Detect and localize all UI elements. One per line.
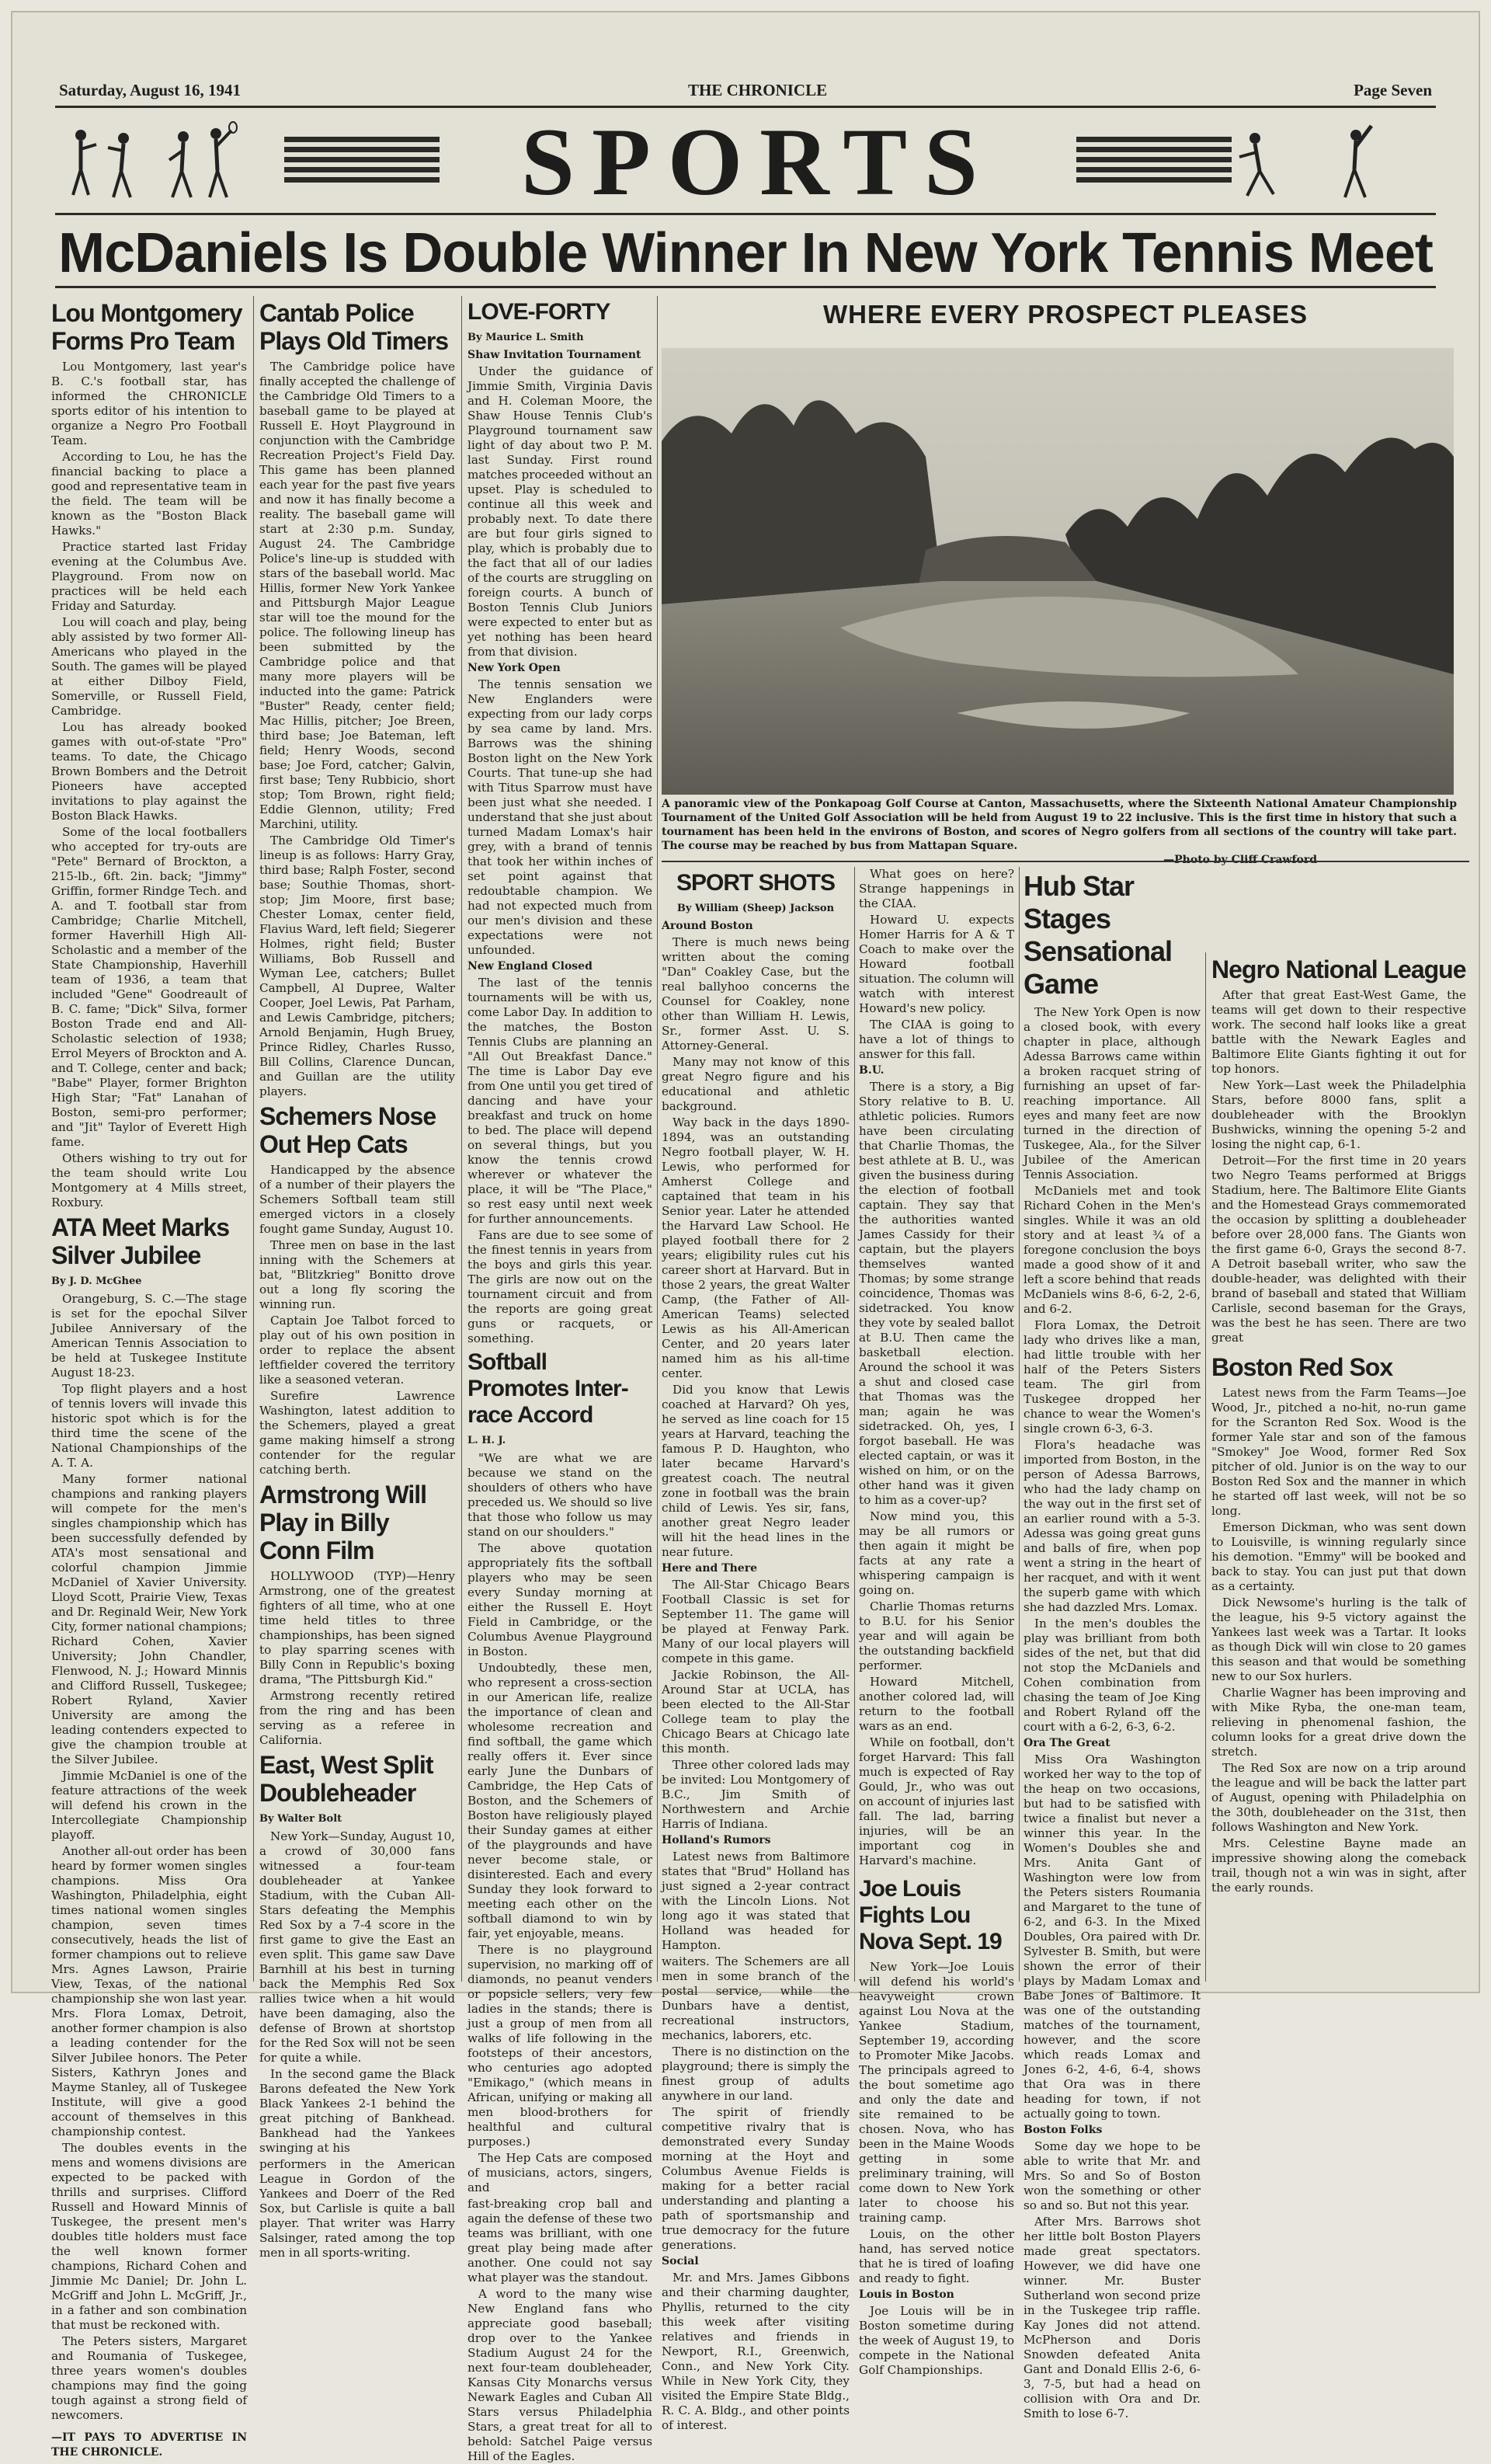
issue-date: Saturday, August 16, 1941 bbox=[59, 81, 241, 99]
column-6 bbox=[1024, 867, 1201, 2420]
article-paragraph: Lou has already booked games with out-of-state "Pro" teams. To date, the Chicago Brown Bombers and the Detroit Pioneers have accepted invitations to play against the Boston Black Hawks. bbox=[51, 720, 247, 823]
article-paragraph: Did you know that Lewis coached at Harvard? Oh yes, he served as line coach for 15 years at Harvard, teaching the famous P. D. Haughton, who later became Harvard's greatest coach. The neutral zone in football was the brain child of Lewis. Yes sir, fans, another great Negro leader will hit the head lines in the near future. bbox=[662, 1383, 850, 1559]
folio-rule bbox=[55, 106, 1436, 108]
article-paragraph: Surefire Lawrence Washington, latest addition to the Schemers, played a great game making himself a strong contender for the regular catching berth. bbox=[259, 1389, 455, 1477]
subhead: Boston Folks bbox=[1024, 2124, 1103, 2136]
photo-headline: WHERE EVERY PROSPECT PLEASES bbox=[823, 300, 1308, 329]
subhead: B.U. bbox=[859, 1064, 885, 1077]
article-paragraph: fast-breaking crop ball and again the defense of these two teams was brilliant, with one great play being made after another. One could not say what player was the standout. bbox=[467, 2197, 652, 2285]
article-paragraph: The CIAA is going to have a lot of things to answer for this fall. bbox=[859, 1018, 1014, 1061]
article-paragraph: Others wishing to try out for the team should write Lou Montgomery at 4 Mills street, Roxbury. bbox=[51, 1151, 247, 1209]
article-paragraph: Howard U. expects Homer Harris for A & T Coach to make over the Howard football situation. The column will watch with interest Howard's new policy. bbox=[859, 913, 1014, 1015]
article-paragraph: Many former national champions and ranking players will compete for the men's singles championship which has been successfully defended by ATA's most sensational and colorful champion Jimmie McDaniel of Xavier University. Lloyd Scott, Prairie View, Texas and Dr. Reginald Weir, New York City, former national champions; Richard Cohen, Xavier University; John Chandler, Flenwood, N. J.; Howard Minnis and Clifford Russell, Tuskegee; Robert Ryland, Xavier University are among the leading contenders expected to give the champion trouble at the Silver Jubilee. bbox=[51, 1472, 247, 1766]
article-paragraph: A word to the many wise New England fans who appreciate good baseball; drop over to the Yankee Stadium August 24 for the next four-team doubleheader, Kansas City Monarchs versus Newark Eagles and Cuban All Stars versus Philadelphia Stars, a great treat for all to behold: Satchel Paige versus Hill of the Eagles. bbox=[467, 2287, 652, 2463]
article-paragraph: Now mind you, this may be all rumors or then again it might be facts at any rate a whispering campaign is going on. bbox=[859, 1509, 1014, 1597]
article-paragraph: Howard Mitchell, another colored lad, will return to the football wars as an end. bbox=[859, 1675, 1014, 1733]
headline-joe-louis: Joe Louis Fights Lou Nova Sept. 19 bbox=[859, 1876, 1002, 1954]
column-7 bbox=[1211, 952, 1466, 1982]
article-paragraph: Some of the local footballers who accepted for try-outs are "Pete" Bernard of Brockton, a 215-lb., 6ft. 2in. back; "Jimmy" Griffin, former Rindge Tech. and A. and T. football star from Cambridge; Charlie Mitchell, former Haverhill High All-Scholastic and a member of the State Championship, Haverhill team of 1936, a team that included "Gene" Goodreault of B. C. fame; "Dick" Silva, former Boston Trade end and All-Scholastic selection of 1938; Errol Meyers of Brockton and A. and T. College, center and back; "Babe" Player, former Brighton High Star; "Fat" Lanahan of Boston, semi-pro performer; and "Jit" Taylor of Everett High fame. bbox=[51, 825, 247, 1149]
article-paragraph: Jimmie McDaniel is one of the feature attractions of the week will defend his crown in the Intercollegiate Championship playoff. bbox=[51, 1769, 247, 1842]
headline-softball: Softball Promotes Inter-race Accord bbox=[467, 1349, 628, 1428]
article-paragraph: According to Lou, he has the financial backing to place a good and representative team in the field. The team will be known as the "Boston Black Hawks." bbox=[51, 450, 247, 538]
article-paragraph: The All-Star Chicago Bears Football Classic is set for September 11. The game will be played at Fenway Park. Many of our local players will compete in this game. bbox=[662, 1578, 850, 1665]
article-paragraph: The spirit of friendly competitive rivalry that is demonstrated every Sunday morning at the Hoyt and Columbus Avenue Fields is making for a better racial understanding and planting a path of sportsmanship and true democracy for the future generations. bbox=[662, 2105, 850, 2252]
article-paragraph: What goes on here? Strange happenings in the CIAA. bbox=[859, 867, 1014, 910]
article-paragraph: Orangeburg, S. C.—The stage is set for the epochal Silver Jubilee Anniversary of the American Tennis Association to be held at Tuskegee Institute August 18-23. bbox=[51, 1292, 247, 1380]
article-paragraph: There is much news being written about the coming "Dan" Coakley Case, but the real ballyhoo concerns the Counsel for Coakley, none other than William H. Lewis, Sr., former Asst. U. S. Attorney-General. bbox=[662, 935, 850, 1053]
article-paragraph: Lou will coach and play, being ably assisted by two former All-Americans who played in the South. The games will be played at either Dilboy Field, Somerville, or Russell Field, Cambridge. bbox=[51, 615, 247, 718]
article-paragraph: Latest news from Baltimore states that "Brud" Holland has just signed a 2-year contract with the Lincoln Lions. Not long ago it was stated that Holland was headed for Hampton. bbox=[662, 1850, 850, 1952]
section-rule bbox=[662, 861, 1469, 862]
caption-text: A panoramic view of the Ponkapoag Golf Course at Canton, Massachusetts, where the Sixteenth National Amateur Championship Tournament of the United Golf Association will be held from August 19 to 22 inclusive. This is the first time in history that such a tournament has been held in the environs of Boston, and scores of Negro golfers from all sections of the country will take part. The course may be reached by bus from Mattapan Square. bbox=[662, 798, 1457, 852]
article-paragraph: In the second game the Black Barons defeated the New York Black Yankees 2-1 behind the great pitching of Bankhead. Bankhead had the Yankees swinging at his bbox=[259, 2067, 455, 2155]
column-5 bbox=[859, 867, 1014, 2377]
subhead: Around Boston bbox=[662, 920, 753, 932]
article-paragraph: Latest news from the Farm Teams—Joe Wood, Jr., pitched a no-hit, no-run game for the Scranton Red Sox. Wood is the former Yale star and son of the famous "Smokey" Joe Wood, former Red Sox pitcher of old. Junior is on the way to our Boston Red Sox and the manner in which he started off last week, will not be so long. bbox=[1211, 1386, 1466, 1518]
newspaper-page bbox=[11, 11, 1480, 2463]
photo-caption bbox=[662, 797, 1457, 867]
tennis-players-icon bbox=[160, 121, 238, 207]
masthead-decoration-left bbox=[284, 137, 440, 191]
page-number: Page Seven bbox=[1354, 81, 1432, 99]
column-rule bbox=[854, 867, 855, 1982]
article-paragraph: New York—Joe Louis will defend his world's heavyweight crown against Lou Nova at the Yankee Stadium, September 19, according to Promoter Mike Jacobs. The principals agreed to the bout sometime ago and only the date and site remained to be chosen. Nova, who has been in the Maine Woods getting in some preliminary training, will come down to New York later to choose his training camp. bbox=[859, 1960, 1014, 2225]
article-paragraph: Another all-out order has been heard by former women singles champions. Miss Ora Washington, Philadelphia, eight times national women singles champion, seven times consecutively, heads the list of former champions out to relieve Mrs. Agnes Lawson, Prairie View, Texas, of the national championship she won last year. Mrs. Flora Lomax, Detroit, another former champion is also a leading contender for the Silver Jubilee honors. The Peter Sisters, Kathryn Jones and Mayme Stanley, all of Tuskegee Institute, will give a good account of themselves in this championship contest. bbox=[51, 1844, 247, 2139]
byline: By Walter Bolt bbox=[259, 1813, 342, 1825]
masthead-rule bbox=[55, 213, 1436, 215]
headline-ata-meet: ATA Meet Marks Silver Jubilee bbox=[51, 1213, 230, 1269]
article-paragraph: Charlie Thomas returns to B.U. for his Senior year and will again be the outstanding backfield performer. bbox=[859, 1599, 1014, 1672]
headline-cantab-police: Cantab Police Plays Old Timers bbox=[259, 299, 449, 355]
article-paragraph: HOLLYWOOD (TYP)—Henry Armstrong, one of the greatest fighters of all time, who at one time held titles to three championships, has been signed to play sparring scenes with Billy Conn in Republic's boxing drama, "The Pittsburgh Kid." bbox=[259, 1569, 455, 1686]
article-paragraph: The Cambridge police have finally accepted the challenge of the Cambridge Old Timers to a baseball game to be played at Russell E. Hoyt Playground in conjunction with the Cambridge Recreation Project's Field Day. This game has been planned each year for the past five years and now it has finally become a reality. The baseball game will start at 2:30 p.m. Sunday, August 24. The Cambridge Police's line-up is studded with stars of the baseball world. Mac Hillis, former New York Yankee and Pittsburgh Major League star will toe the mound for the police. The following lineup has been submitted by the Cambridge police and that many more players will be inducted into the game: Patrick "Buster" Ready, center field; Mac Hillis, pitcher; Joe Breen, third base; Joe Bateman, left field; Henry Woods, second base; Joe Ford, catcher; Galvin, first base; Teny Rubbicio, short stop; Tom Brown, right field; Eddie Glennon, utility; Fred Marchini, utility. bbox=[259, 360, 455, 831]
article-paragraph: The Red Sox are now on a trip around the league and will be back the latter part of August, opening with Philadelphia on the 30th, doubleheader on the 31st, then follows Washington and New York. bbox=[1211, 1761, 1466, 1834]
article-paragraph: Joe Louis will be in Boston sometime during the week of August 19, to compete in the National Golf Championships. bbox=[859, 2304, 1014, 2377]
advert-line: —IT PAYS TO ADVERTISE IN THE CHRONICLE. bbox=[51, 2431, 247, 2459]
article-paragraph: Flora's headache was imported from Boston, in the person of Adessa Barrows, who had the lady champ on the way out in the first set of an earlier round with a 5-3. Adessa was going great guns and balls of fire, when pop went a string in the heart of her racquet, and with it went the superb game with which she had dazzled Mrs. Lomax. bbox=[1024, 1438, 1201, 1614]
subhead: Shaw Invitation Tournament bbox=[467, 349, 641, 361]
article-paragraph: After that great East-West Game, the teams will get down to their respective work. The second half looks like a great battle with the Newark Eagles and Baltimore Elite Giants fighting it out for top honors. bbox=[1211, 988, 1466, 1076]
article-paragraph: Flora Lomax, the Detroit lady who drives like a man, had little trouble with her half of the Peters Sisters team. The girl from Tuskegee dropped her chance to wear the Women's single crown 6-3, 6-3. bbox=[1024, 1318, 1201, 1436]
article-paragraph: Undoubtedly, these men, who represent a cross-section in our American life, realize the importance of clean and wholesome recreation and find softball, the game which really offers it. Ever since early June the Dunbars of Cambridge, the Hep Cats of Boston, and the Schemers of Boston have religiously played their Sunday games at either of the playgrounds and have never become stale, or disinterested. Each and every Sunday they look forward to meeting each other on the softball diamond to win by fair, yet enjoyable, means. bbox=[467, 1661, 652, 1940]
article-paragraph: Three men on base in the last inning with the Schemers at bat, "Blitzkrieg" Bonitto drove out a long fly scoring the winning run. bbox=[259, 1238, 455, 1311]
golfer-figure-icon bbox=[1224, 121, 1302, 207]
article-paragraph: "We are what we are because we stand on the shoulders of others who have preceded us. We should so live that those who follow us may stand on our shoulders." bbox=[467, 1451, 652, 1539]
column-1 bbox=[51, 296, 247, 2459]
byline: L. H. J. bbox=[467, 1435, 506, 1446]
folio-line bbox=[59, 81, 1432, 104]
article-paragraph: Louis, on the other hand, has served notice that he is tired of loafing and ready to fight. bbox=[859, 2227, 1014, 2285]
article-paragraph: performers in the American League in Gordon of the Yankees and Doerr of the Red Sox, but Carlisle is quite a ball player. That writer was Harry Salsinger, rated among the top men in all sports-writing. bbox=[259, 2157, 455, 2260]
subhead: Social bbox=[662, 2255, 699, 2267]
article-paragraph: Way back in the days 1890-1894, was an outstanding Negro football player, W. H. Lewis, who performed for Amherst College and captained that team in his Senior year. Later he attended the Harvard Law School. He played football there for 2 years; eligibility rules cut his career short at Harvard. But in those 2 years, the great Walter Camp, (the Father of All-American Teams) selected Lewis as his All-American Center, and 20 years later named him as his all-time center. bbox=[662, 1115, 850, 1380]
article-paragraph: New York—Sunday, August 10, a crowd of 30,000 fans witnessed a four-team doubleheader at Yankee Stadium, with the Cuban All-Stars defeating the Memphis Red Sox by a 7-4 score in the first game to give the East an even split. This game saw Dave Barnhill at his best in turning back the Memphis Red Sox rallies twice when a hit would have been damaging, also the defense of Brown at shortstop for the Red Sox will not be seen for quite a while. bbox=[259, 1829, 455, 2065]
article-paragraph: There is no distinction on the playground; there is simply the finest group of adults anywhere in our land. bbox=[662, 2045, 850, 2103]
article-paragraph: Armstrong recently retired from the ring and has been serving as a referee in California. bbox=[259, 1689, 455, 1747]
subhead: Here and There bbox=[662, 1562, 757, 1575]
article-paragraph: There is no playground supervision, no marking off of diamonds, no peanut venders or popsicle sellers, very few ladies in the stands; there is just a group of men from all walks of life following in the footsteps of their ancestors, who centuries ago adopted "Emikago," (which means in African, unifying or making all men blood-brothers for healthful and cultural purposes.) bbox=[467, 1943, 652, 2149]
article-paragraph: Charlie Wagner has been improving and with Mike Ryba, the one-man team, relieving in phenomenal fashion, the column looks for a great drive down the stretch. bbox=[1211, 1686, 1466, 1759]
banner-rule bbox=[55, 286, 1436, 288]
column-2 bbox=[259, 296, 455, 2260]
article-paragraph: Fans are due to see some of the finest tennis in years from the boys and girls this year. The girls are now out on the tournament circuit and from the reports are going great guns or racquets, or something. bbox=[467, 1228, 652, 1345]
subhead: Louis in Boston bbox=[859, 2288, 954, 2301]
column-4 bbox=[662, 867, 850, 2432]
headline-armstrong: Armstrong Will Play in Billy Conn Film bbox=[259, 1481, 427, 1564]
headline-sport-shots: SPORT SHOTS bbox=[676, 870, 836, 896]
article-paragraph: The New York Open is now a closed book, with every chapter in place, although Adessa Barrows came within a broken racquet string of furnishing an upset of far-reaching importance. All eyes and many feet are now turned in the direction of Tuskegee, Ala., for the Silver Jubilee of the American Tennis Association. bbox=[1024, 1005, 1201, 1182]
baseball-batter-icon bbox=[1317, 121, 1395, 207]
article-paragraph: New York—Last week the Philadelphia Stars, before 8000 fans, split a doubleheader with the Brooklyn Bushwicks, winning the opening 5-2 and losing the night cap, 6-1. bbox=[1211, 1078, 1466, 1151]
article-paragraph: Three other colored lads may be invited: Lou Montgomery of B.C., Jim Smith of Northwestern and Archie Harris of Indiana. bbox=[662, 1758, 850, 1831]
article-paragraph: Top flight players and a host of tennis lovers will invade this historic spot which is for the third time the scene of the National Championships of the A. T. A. bbox=[51, 1382, 247, 1470]
column-rule bbox=[657, 296, 658, 1982]
byline: By William (Sheep) Jackson bbox=[676, 903, 835, 914]
boxer-figures-icon bbox=[65, 121, 143, 207]
headline-red-sox: Boston Red Sox bbox=[1211, 1353, 1393, 1381]
article-paragraph: Handicapped by the absence of a number of their players the Schemers Softball team still emerged victors in a closely fought game Sunday, August 10. bbox=[259, 1163, 455, 1236]
subhead: Holland's Rumors bbox=[662, 1834, 771, 1846]
column-3 bbox=[467, 296, 652, 2463]
article-paragraph: Dick Newsome's hurling is the talk of the league, his 9-5 victory against the Yankees last week was a Tartar. It looks as though Dick will win close to 20 games this season and that would be something new to our Sox hurlers. bbox=[1211, 1596, 1466, 1683]
masthead-title: SPORTS bbox=[520, 109, 996, 215]
article-paragraph: Many may not know of this great Negro figure and his educational and athletic background. bbox=[662, 1055, 850, 1113]
article-paragraph: waiters. The Schemers are all men in some branch of the postal service, while the Dunbars have a dentist, recreational instructors, mechanics, laborers, etc. bbox=[662, 1954, 850, 2042]
article-paragraph: The Hep Cats are composed of musicians, actors, singers, and bbox=[467, 2151, 652, 2194]
paper-name: THE CHRONICLE bbox=[688, 81, 828, 99]
byline: By J. D. McGhee bbox=[51, 1276, 142, 1287]
headline-east-west: East, West Split Doubleheader bbox=[259, 1751, 433, 1807]
article-paragraph: The above quotation appropriately fits the softball players who may be seen every Sunday morning at either the Russell E. Hoyt Field in Cambridge, or the Columbus Avenue Playground in Boston. bbox=[467, 1541, 652, 1658]
article-paragraph: Lou Montgomery, last year's B. C.'s football star, has informed the CHRONICLE sports editor of his intention to organize a Negro Pro Football Team. bbox=[51, 360, 247, 447]
subhead: New York Open bbox=[467, 662, 561, 674]
article-paragraph: There is a story, a Big Story relative to B. U. athletic policies. Rumors have been circulating that Charlie Thomas, the best athlete at B. U., was given the business during the election of football captain. They say that the authorities wanted James Cassidy for their captain, but the players themselves wanted Thomas; by some strange coincidence, Thomas was sidetracked. You know they vote by sealed ballot at B.U. Then came the basketball election. Around the school it was a shut and closed case that Thomas was the man; again he was sidetracked. Oh, yes, I forgot baseball. He was elected captain, or was it wished on him, or on the other hand was it given to him as a cover-up? bbox=[859, 1080, 1014, 1507]
article-paragraph: Detroit—For the first time in 20 years two Negro Teams performed at Briggs Stadium, here. The Baltimore Elite Giants and the Homestead Grays commemorated the occasion by splitting a doubleheader before over 28,000 fans. The Giants won the first game 6-0, Grays the second 8-7. A Detroit baseball writer, who saw the double-header, was delighted with their brand of baseball and stated that William Carlisle, second baseman for the Grays, was the best he has seen. There are two great bbox=[1211, 1154, 1466, 1345]
article-paragraph: The Peters sisters, Margaret and Roumania of Tuskegee, three years women's doubles champions may find the going tough against a strong field of newcomers. bbox=[51, 2334, 247, 2422]
article-paragraph: Emerson Dickman, who was sent down to Louisville, is winning regularly since his demotion. "Emmy" will be booked and back to stay. You can just put that down as a certainty. bbox=[1211, 1520, 1466, 1593]
subhead: New England Closed bbox=[467, 960, 593, 973]
article-paragraph: While on football, don't forget Harvard: This fall much is expected of Ray Gould, Jr., who was out on account of injuries last fall. The lad, barring injuries, will be an important cog in Harvard's machine. bbox=[859, 1735, 1014, 1867]
golf-course-photo bbox=[662, 348, 1454, 795]
column-rule bbox=[1019, 867, 1020, 1982]
article-paragraph: The Cambridge Old Timer's lineup is as follows: Harry Gray, third base; Ralph Foster, second base; Southie Thomas, short-stop; Jim Moore, first base; Chester Lomax, center field, Flavius Ward, left field; Siegerer Holmes, right field; Buster Williams, Bob Russell and Wyman Lee, catchers; Bullet Campbell, Al Dupree, Walter Cooper, Joel Lewis, Pat Parham, and Lewis Cambridge, pitchers; Arnold Benjamin, Hugh Bruey, Prince Ridley, Charles Russo, Bill Collins, Clarence Duncan, and Guillan are the utility players. bbox=[259, 834, 455, 1098]
article-paragraph: Mr. and Mrs. James Gibbons and their charming daughter, Phyllis, returned to the city this week after visiting relatives and friends in Newport, R.I., Greenwich, Conn., and New York City. While in New York City, they visited the Empire State Bldg., R. C. A. Bldg., and other points of interest. bbox=[662, 2271, 850, 2432]
headline-schemers: Schemers Nose Out Hep Cats bbox=[259, 1102, 436, 1158]
headline-negro-league: Negro National League bbox=[1211, 955, 1466, 983]
article-paragraph: Miss Ora Washington worked her way to the top of the heap on two occasions, but had to be satisfied with twice a finalist but never a winner this year. In the Women's Doubles she and Mrs. Anita Gant of Washington were low from the Peters sisters Roumania and Margaret to the tune of 6-2, and 6-3. In the Mixed Doubles, Ora paired with Dr. Sylvester B. Smith, but were shown the error of their plays by Madam Lomax and Babe Jones of Baltimore. It was one of the outstanding matches of the tournament, however, and the score which reads Lomax and Jones 6-2, 4-6, 6-4, shows that Ora was in there heading for town, if not actually going to town. bbox=[1024, 1752, 1201, 2121]
headline-hub-star: Hub Star Stages Sensational Game bbox=[1024, 870, 1173, 1000]
article-paragraph: After Mrs. Barrows shot her little bolt Boston Players made great spectators. However, we did have one winner. Mr. Buster Sutherland won second prize in the Tuskegee trip raffle. Kay Jones did not attend. McPherson and Doris Snowden defeated Anita Gant and Donald Ellis 2-6, 6-3, 7-5, but had a head on collision with Ora and Dr. Smith to lose 6-7. bbox=[1024, 2215, 1201, 2420]
article-paragraph: McDaniels met and took Richard Cohen in the Men's singles. While it was an old story and at least ¾ of a foregone conclusion the boys made a good show of it and left a score behind that reads McDaniels wins 8-6, 6-2, 2-6, and 6-2. bbox=[1024, 1184, 1201, 1316]
photo-credit: —Photo by Cliff Crawford bbox=[1163, 854, 1317, 866]
article-paragraph: Practice started last Friday evening at the Columbus Ave. Playground. From now on practices will be held each Friday and Saturday. bbox=[51, 540, 247, 613]
article-paragraph: Some day we hope to be able to write that Mr. and Mrs. So and So of Boston won the something or other so and so. But not this year. bbox=[1024, 2139, 1201, 2212]
article-paragraph: Under the guidance of Jimmie Smith, Virginia Davis and H. Coleman Moore, the Shaw House Tennis Club's Playground tournament saw light of day about two P. M. last Sunday. First round matches proceeded without an upset. Play is scheduled to continue all this week and probably next. To date there are but four girls signed to play, which is probably due to the fact that all of our ladies of the courts are struggling on foreign courts. A bunch of Boston Tennis Club Juniors were expected to enter but as yet nothing has been heard from that division. bbox=[467, 364, 652, 659]
article-paragraph: The tennis sensation we New Englanders were expecting from our lady corps by sea came by land. Mrs. Barrows was the shining Boston light on the New York Courts. That tune-up she had with Titus Sparrow must have been just what she needed. I understand that she just about turned Madam Lomax's hair grey, with a brand of tennis that took her within inches of set point against that redoubtable champion. We had not expected much from our men's division and these expectations were not unfounded. bbox=[467, 677, 652, 957]
article-paragraph: The doubles events in the mens and womens divisions are expected to be packed with thrills and surprises. Clifford Russell and Howard Minnis of Tuskegee, the present men's doubles title holders must face the well known former champions, Richard Cohen and Jimmie Mc Daniel; Dr. John L. McGriff and John L. McGriff, Jr., in a father and son combination that must be reckoned with. bbox=[51, 2141, 247, 2332]
banner-headline: McDaniels Is Double Winner In New York Tennis Meet bbox=[58, 222, 1433, 284]
subhead: Ora The Great bbox=[1024, 1737, 1110, 1749]
article-paragraph: Mrs. Celestine Bayne made an impressive showing along the comeback trail, though not a win was in sight, after the early rounds. bbox=[1211, 1836, 1466, 1895]
column-rule bbox=[253, 296, 254, 1982]
headline-love-forty: LOVE-FORTY bbox=[467, 299, 610, 325]
byline: By Maurice L. Smith bbox=[467, 332, 584, 343]
headline-montgomery: Lou Montgomery Forms Pro Team bbox=[51, 299, 242, 355]
article-paragraph: The last of the tennis tournaments will be with us, come Labor Day. In addition to the matches, the Boston Tennis Clubs are planning an "All Out Breakfast Dance." The time is Labor Day eve from One until you get tired of dancing and have your breakfast and truck on home to bed. The place will depend on several things, but you know the tennis crowd wherever or whatever the place, it will be "The Place," so rest easy until next week for further announcements. bbox=[467, 976, 652, 1226]
column-rule bbox=[1205, 952, 1206, 1982]
article-paragraph: Captain Joe Talbot forced to play out of his own position in order to replace the absent leftfielder covered the territory like a seasoned veteran. bbox=[259, 1314, 455, 1387]
column-rule bbox=[461, 296, 462, 1982]
article-paragraph: In the men's doubles the play was brilliant from both sides of the net, but that did not stop the McDaniels and Cohen combination from chasing the team of Joe King and Robert Ryland off the court with a 6-2, 6-3, 6-2. bbox=[1024, 1617, 1201, 1734]
masthead-decoration-right bbox=[1076, 137, 1232, 191]
article-paragraph: Jackie Robinson, the All-Around Star at UCLA, has been elected to the All-Star College team to play the Chicago Bears at Chicago late this month. bbox=[662, 1668, 850, 1756]
